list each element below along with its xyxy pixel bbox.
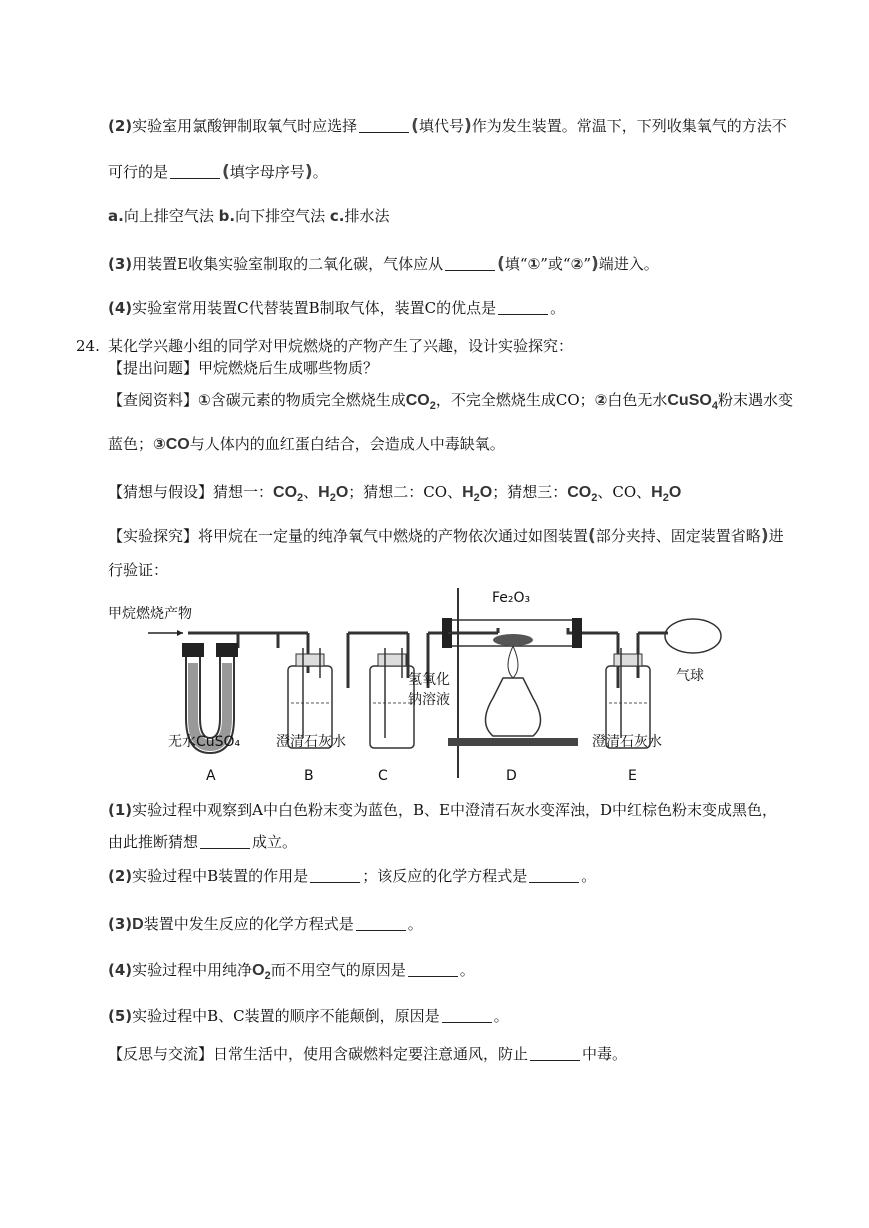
answer-blank[interactable] bbox=[442, 1008, 492, 1023]
balloon-label: 气球 bbox=[676, 668, 704, 684]
answer-blank[interactable] bbox=[408, 962, 458, 977]
q24-hypotheses: 【猜想与假设】猜想一：$CO_2$、$H_2O$；猜想二：CO、$H_2O$；猜想三：$CO_2$、CO、$H_2O$ bbox=[108, 483, 682, 505]
q24-sub4: (4)实验过程中用纯净$O_2$而不用空气的原因是 。 bbox=[108, 961, 475, 983]
q23-part2-line2: 可行的是 (填字母序号)。 bbox=[108, 162, 328, 182]
bottle-b bbox=[288, 648, 332, 748]
naoh-label-1: 氢氧化 bbox=[408, 672, 450, 688]
formula-co2: $CO_2$ bbox=[405, 392, 436, 413]
q24-intro: 某化学兴趣小组的同学对甲烷燃烧的产物产生了兴趣，设计实验探究： bbox=[108, 337, 574, 355]
q24-sub1-line1: (1)实验过程中观察到A中白色粉末变为蓝色，B、E中澄清石灰水变浑浊，D中红棕色粉末变成黑色， bbox=[108, 801, 777, 819]
answer-blank[interactable] bbox=[310, 868, 360, 883]
question-number-24: 24. bbox=[76, 337, 100, 355]
subq-mark-3: (3) bbox=[108, 255, 133, 273]
q23-part2-line1: (2)实验室用氯酸钾制取氧气时应选择 (填代号)作为发生装置。常温下，下列收集氧气的方法不 bbox=[108, 116, 787, 136]
q24-experiment-line1: 【实验探究】将甲烷在一定量的纯净氧气中燃烧的产物依次通过如图装置(部分夹持、固定装置省略)进 bbox=[108, 526, 784, 546]
q24-sub3: (3)D装置中发生反应的化学方程式是 。 bbox=[108, 915, 423, 933]
q24-info-line2: 蓝色；③CO与人体内的血红蛋白结合，会造成人中毒缺氧。 bbox=[108, 435, 505, 453]
q23-part4: (4)实验室常用装置C代替装置B制取气体，装置C的优点是 。 bbox=[108, 299, 566, 317]
label-e: E bbox=[628, 768, 637, 784]
label-a: A bbox=[206, 768, 216, 784]
q23-part3: (3)用装置E收集实验室制取的二氧化碳，气体应从 (填“①”或“②”)端进入。 bbox=[108, 254, 659, 274]
formula-cuso4: CuSO$_4$ bbox=[667, 392, 718, 413]
answer-blank[interactable] bbox=[200, 834, 250, 849]
bottle-e bbox=[606, 648, 650, 748]
answer-blank[interactable] bbox=[498, 300, 548, 315]
q24-sub5: (5)实验过程中B、C装置的顺序不能颠倒，原因是 。 bbox=[108, 1007, 509, 1025]
answer-blank[interactable] bbox=[359, 118, 409, 133]
formula-co: CO bbox=[165, 436, 190, 453]
answer-blank[interactable] bbox=[356, 916, 406, 931]
q23-options: a.向上排空气法 b.向下排空气法 c.排水法 bbox=[108, 207, 390, 225]
lime-label-e: 澄清石灰水 bbox=[592, 734, 662, 750]
fe2o3-label: Fe₂O₃ bbox=[492, 590, 531, 606]
q24-question: 【提出问题】甲烷燃烧后生成哪些物质？ bbox=[108, 359, 379, 377]
subq-mark-2: (2) bbox=[108, 117, 133, 135]
naoh-label-2: 钠溶液 bbox=[408, 692, 450, 708]
answer-blank[interactable] bbox=[445, 256, 495, 271]
lime-label-b: 澄清石灰水 bbox=[276, 734, 346, 750]
label-d: D bbox=[506, 768, 517, 784]
q24-sub1-line2: 由此推断猜想 成立。 bbox=[108, 833, 298, 851]
q24-experiment-line2: 行验证： bbox=[108, 561, 169, 579]
cuso4-label: 无水CuSO₄ bbox=[168, 734, 241, 750]
answer-blank[interactable] bbox=[530, 1046, 580, 1061]
formula-o2: $O_2$ bbox=[252, 962, 271, 983]
q24-reflection: 【反思与交流】日常生活中，使用含碳燃料定要注意通风，防止 中毒。 bbox=[108, 1045, 628, 1063]
diagram-title: 甲烷燃烧产物 bbox=[108, 606, 192, 622]
q24-sub2: (2)实验过程中B装置的作用是 ；该反应的化学方程式是 。 bbox=[108, 867, 597, 885]
label-c: C bbox=[378, 768, 388, 784]
apparatus-diagram bbox=[108, 588, 748, 788]
answer-blank[interactable] bbox=[170, 164, 220, 179]
q24-info-line1: 【查阅资料】①含碳元素的物质完全燃烧生成$CO_2$，不完全燃烧生成CO；②白色无水CuSO$_4$粉末遇水变 bbox=[108, 391, 793, 413]
subq-mark-4: (4) bbox=[108, 299, 133, 317]
balloon bbox=[665, 619, 721, 653]
answer-blank[interactable] bbox=[529, 868, 579, 883]
label-b: B bbox=[304, 768, 314, 784]
apparatus-d bbox=[442, 588, 582, 778]
